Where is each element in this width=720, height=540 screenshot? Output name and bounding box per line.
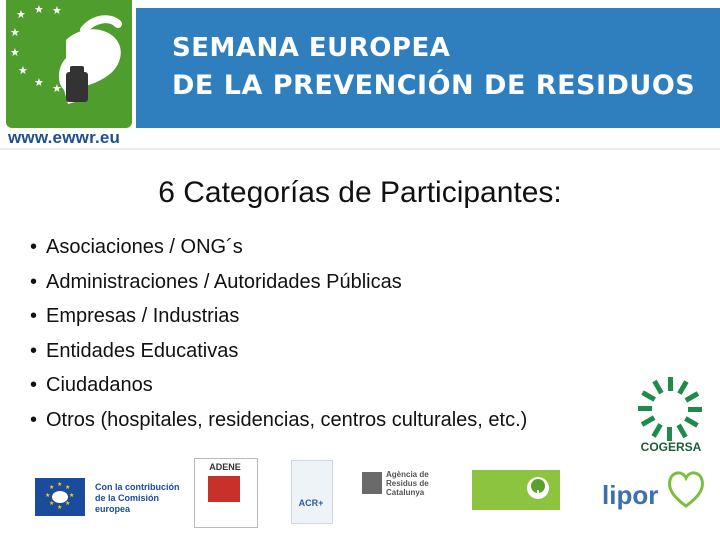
lipor-logo: lipor <box>602 480 659 510</box>
list-item-text: Entidades Educativas <box>46 339 239 362</box>
bullet-marker: • <box>30 236 38 258</box>
arc-label-line-3: Catalunya <box>386 488 425 497</box>
website-url[interactable]: www.ewwr.eu <box>8 128 121 147</box>
svg-text:★: ★ <box>69 492 75 499</box>
acr-label: ACR+ <box>298 498 324 508</box>
list-item <box>30 265 527 300</box>
svg-text:★: ★ <box>49 500 55 507</box>
list-item <box>30 299 527 334</box>
svg-text:★: ★ <box>34 3 44 16</box>
arc-label-line-2: Residus de <box>386 479 429 488</box>
bullet-marker: • <box>30 270 38 293</box>
list-item-text: Ciudadanos <box>46 374 153 396</box>
svg-text:★: ★ <box>16 8 26 21</box>
arc-label <box>386 470 429 497</box>
ewwr-logo <box>6 0 132 128</box>
environment-agency-logo <box>472 470 560 510</box>
svg-text:★: ★ <box>18 64 28 77</box>
acr-logo <box>291 460 333 524</box>
eu-text-line-2: de la Comisión <box>95 493 160 503</box>
svg-text:★: ★ <box>57 504 63 511</box>
category-list <box>30 230 527 437</box>
svg-text:★: ★ <box>10 26 20 39</box>
eu-contribution-text <box>95 482 180 515</box>
adene-label: ADENE <box>209 462 241 472</box>
bullet-marker: • <box>30 339 38 362</box>
svg-text:★: ★ <box>52 82 62 95</box>
svg-text:★: ★ <box>52 4 62 17</box>
eu-stars-icon <box>35 478 85 516</box>
bullet-marker: • <box>30 374 38 396</box>
svg-text:★: ★ <box>65 484 71 491</box>
bullet-marker: • <box>30 305 38 327</box>
heart-icon <box>666 468 706 510</box>
cogersa-label: COGERSA <box>640 440 702 454</box>
list-item-text: Otros (hospitales, residencias, centros culturales, etc.) <box>46 408 528 431</box>
svg-text:★: ★ <box>57 481 63 488</box>
list-item-text: Administraciones / Autoridades Públicas <box>46 270 402 293</box>
title-banner <box>136 8 720 128</box>
bullet-marker: • <box>30 408 38 431</box>
list-item <box>30 334 527 369</box>
arc-label-line-1: Agència de <box>386 470 429 479</box>
list-item <box>30 230 527 265</box>
slide-title: 6 Categorías de Participantes: <box>158 176 562 209</box>
banner-line-1: SEMANA EUROPEA <box>172 33 451 63</box>
list-item <box>30 403 527 438</box>
svg-text:★: ★ <box>45 492 51 499</box>
tree-icon <box>472 470 560 510</box>
header <box>0 0 720 150</box>
svg-text:★: ★ <box>34 76 44 89</box>
eu-life-logo <box>35 478 85 516</box>
banner-line-2: DE LA PREVENCIÓN DE RESIDUOS <box>172 70 696 101</box>
svg-text:★: ★ <box>10 46 20 59</box>
list-item <box>30 368 527 403</box>
eu-text-line-3: europea <box>95 504 131 514</box>
arc-emblem-icon <box>362 472 382 494</box>
svg-text:★: ★ <box>65 500 71 507</box>
list-item-text: Empresas / Industrias <box>46 305 240 327</box>
svg-text:★: ★ <box>49 484 55 491</box>
header-divider <box>0 148 720 150</box>
adene-emblem-icon <box>208 476 240 502</box>
list-item-text: Asociaciones / ONG´s <box>46 236 243 258</box>
eu-text-line-1: Con la contribución <box>95 482 180 492</box>
hand-with-bottle-and-stars-icon <box>6 0 132 128</box>
